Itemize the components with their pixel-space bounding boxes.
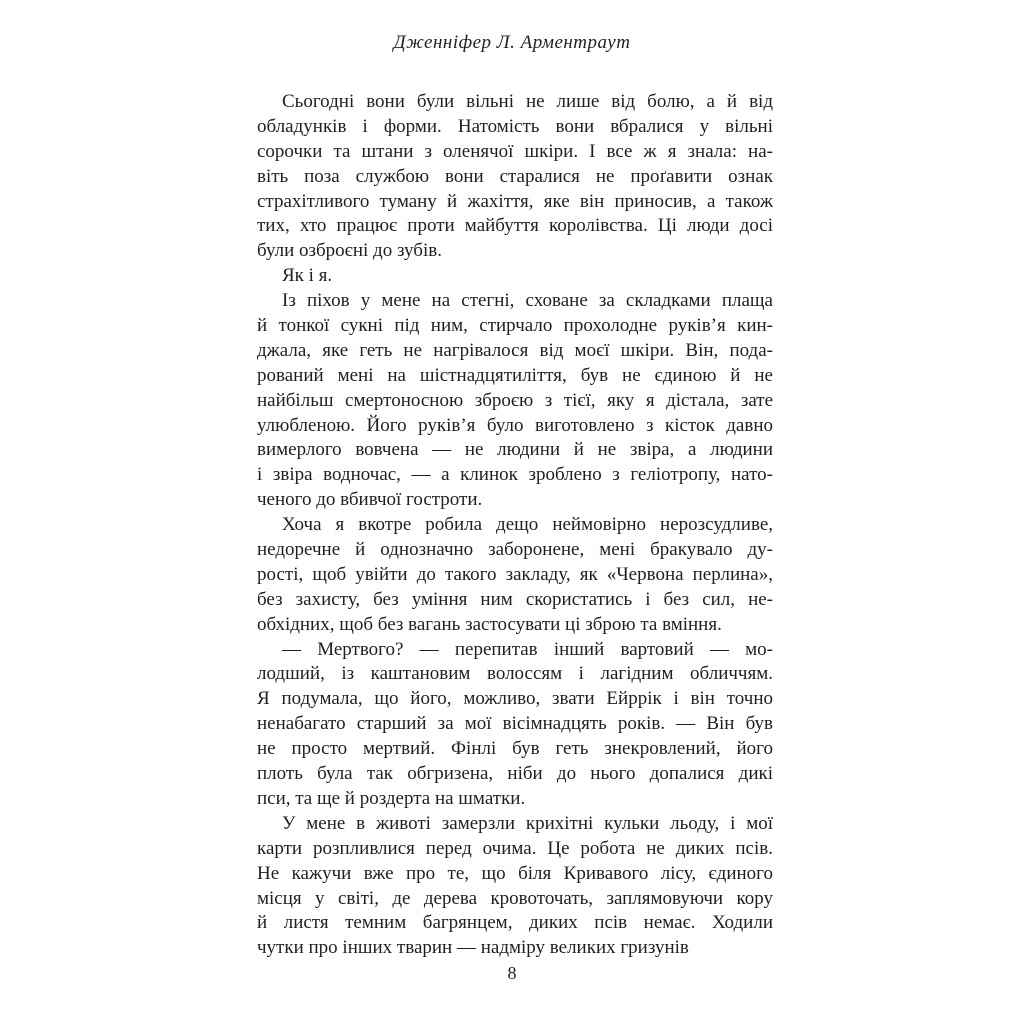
- text-line: улюбленою. Його руків’я було виготовлено з кісток давно: [257, 414, 773, 436]
- paragraph: [257, 812, 773, 961]
- text-line: джала, яке геть не нагрівалося від моєї шкіри. Він, пода-: [257, 339, 773, 361]
- paragraph: [257, 289, 773, 513]
- text-line: й листя темним багрянцем, диких псів немає. Ходили: [257, 912, 773, 934]
- text-line: й тонкої сукні під ним, стирчало прохолодне руків’я кин-: [257, 315, 773, 337]
- text-line: не просто мертвий. Фінлі був геть знекровлений, його: [257, 738, 773, 760]
- text-line: Із піхов у мене на стегні, сховане за складками плаща: [282, 290, 773, 312]
- text-line: Сьогодні вони були вільні не лише від болю, а й від: [282, 91, 773, 112]
- paragraph: [257, 264, 773, 289]
- text-line: ненабагато старший за мої вісімнадцять років. — Він був: [257, 713, 773, 735]
- text-line: ченого до вбивчої гостроти.: [257, 489, 483, 511]
- text-line: карти розпливлися перед очима. Це робота не диких псів.: [257, 837, 773, 859]
- text-line: були озброєні до зубів.: [257, 240, 442, 262]
- text-line: обладунків і форми. Натомість вони вбралися у вільні: [257, 115, 773, 137]
- text-line: без захисту, без уміння ним скористатись і без сил, не-: [257, 588, 773, 610]
- text-line: тих, хто працює проти майбуття королівства. Ці люди досі: [257, 215, 773, 237]
- text-line: віть поза службою вони старалися не проґавити ознак: [257, 165, 773, 187]
- text-line: — Мертвого? — перепитав інший вартовий — мо-: [282, 638, 773, 660]
- text-line: страхітливого туману й жахіття, яке він приносив, а також: [257, 190, 773, 212]
- paragraph: [257, 638, 773, 812]
- text-line: рості, щоб увійти до такого закладу, як «Червона перлина»,: [257, 563, 773, 585]
- page-number: 8: [507, 963, 517, 983]
- text-line: Не кажучи вже про те, що біля Кривавого лісу, єдиного: [257, 862, 773, 884]
- text-line: Як і я.: [282, 265, 333, 287]
- running-header-author: Дженніфер Л. Арментраут: [393, 32, 631, 53]
- text-line: обхідних, щоб без вагань застосувати ці зброю та вміння.: [257, 613, 722, 635]
- text-line: і звіра водночас, — а клинок зроблено з геліотропу, нато-: [257, 464, 773, 486]
- text-line: пси, та ще й роздерта на шматки.: [257, 787, 526, 809]
- text-line: чутки про інших тварин — надміру великих гризунів: [257, 937, 689, 959]
- text-line: лодший, із каштановим волоссям і лагідним обличчям.: [257, 663, 773, 685]
- text-line: вимерлого вовчена — не людини й не звіра, а людини: [257, 439, 773, 461]
- text-line: плоть була так обгризена, ніби до нього допалися дикі: [257, 763, 773, 785]
- paragraph: [257, 513, 773, 637]
- text-line: сорочки та штани з оленячої шкіри. І все ж я знала: на-: [257, 140, 773, 162]
- text-line: місця у світі, де дерева кровоточать, заплямовуючи кору: [257, 887, 773, 909]
- text-line: рований мені на шістнадцятиліття, був не єдиною й не: [257, 364, 773, 386]
- text-line: Хоча я вкотре робила дещо неймовірно нерозсудливе,: [282, 514, 773, 536]
- text-line: найбільш смертоносною зброєю з тієї, яку я дістала, зате: [257, 389, 773, 411]
- text-line: Я подумала, що його, можливо, звати Ейррік і він точно: [257, 688, 773, 710]
- text-line: У мене в животі замерзли крихітні кульки льоду, і мої: [282, 812, 773, 834]
- paragraph: [257, 90, 773, 264]
- text-line: недоречне й однозначно заборонене, мені бракувало ду-: [257, 539, 773, 561]
- text-block: [257, 90, 773, 961]
